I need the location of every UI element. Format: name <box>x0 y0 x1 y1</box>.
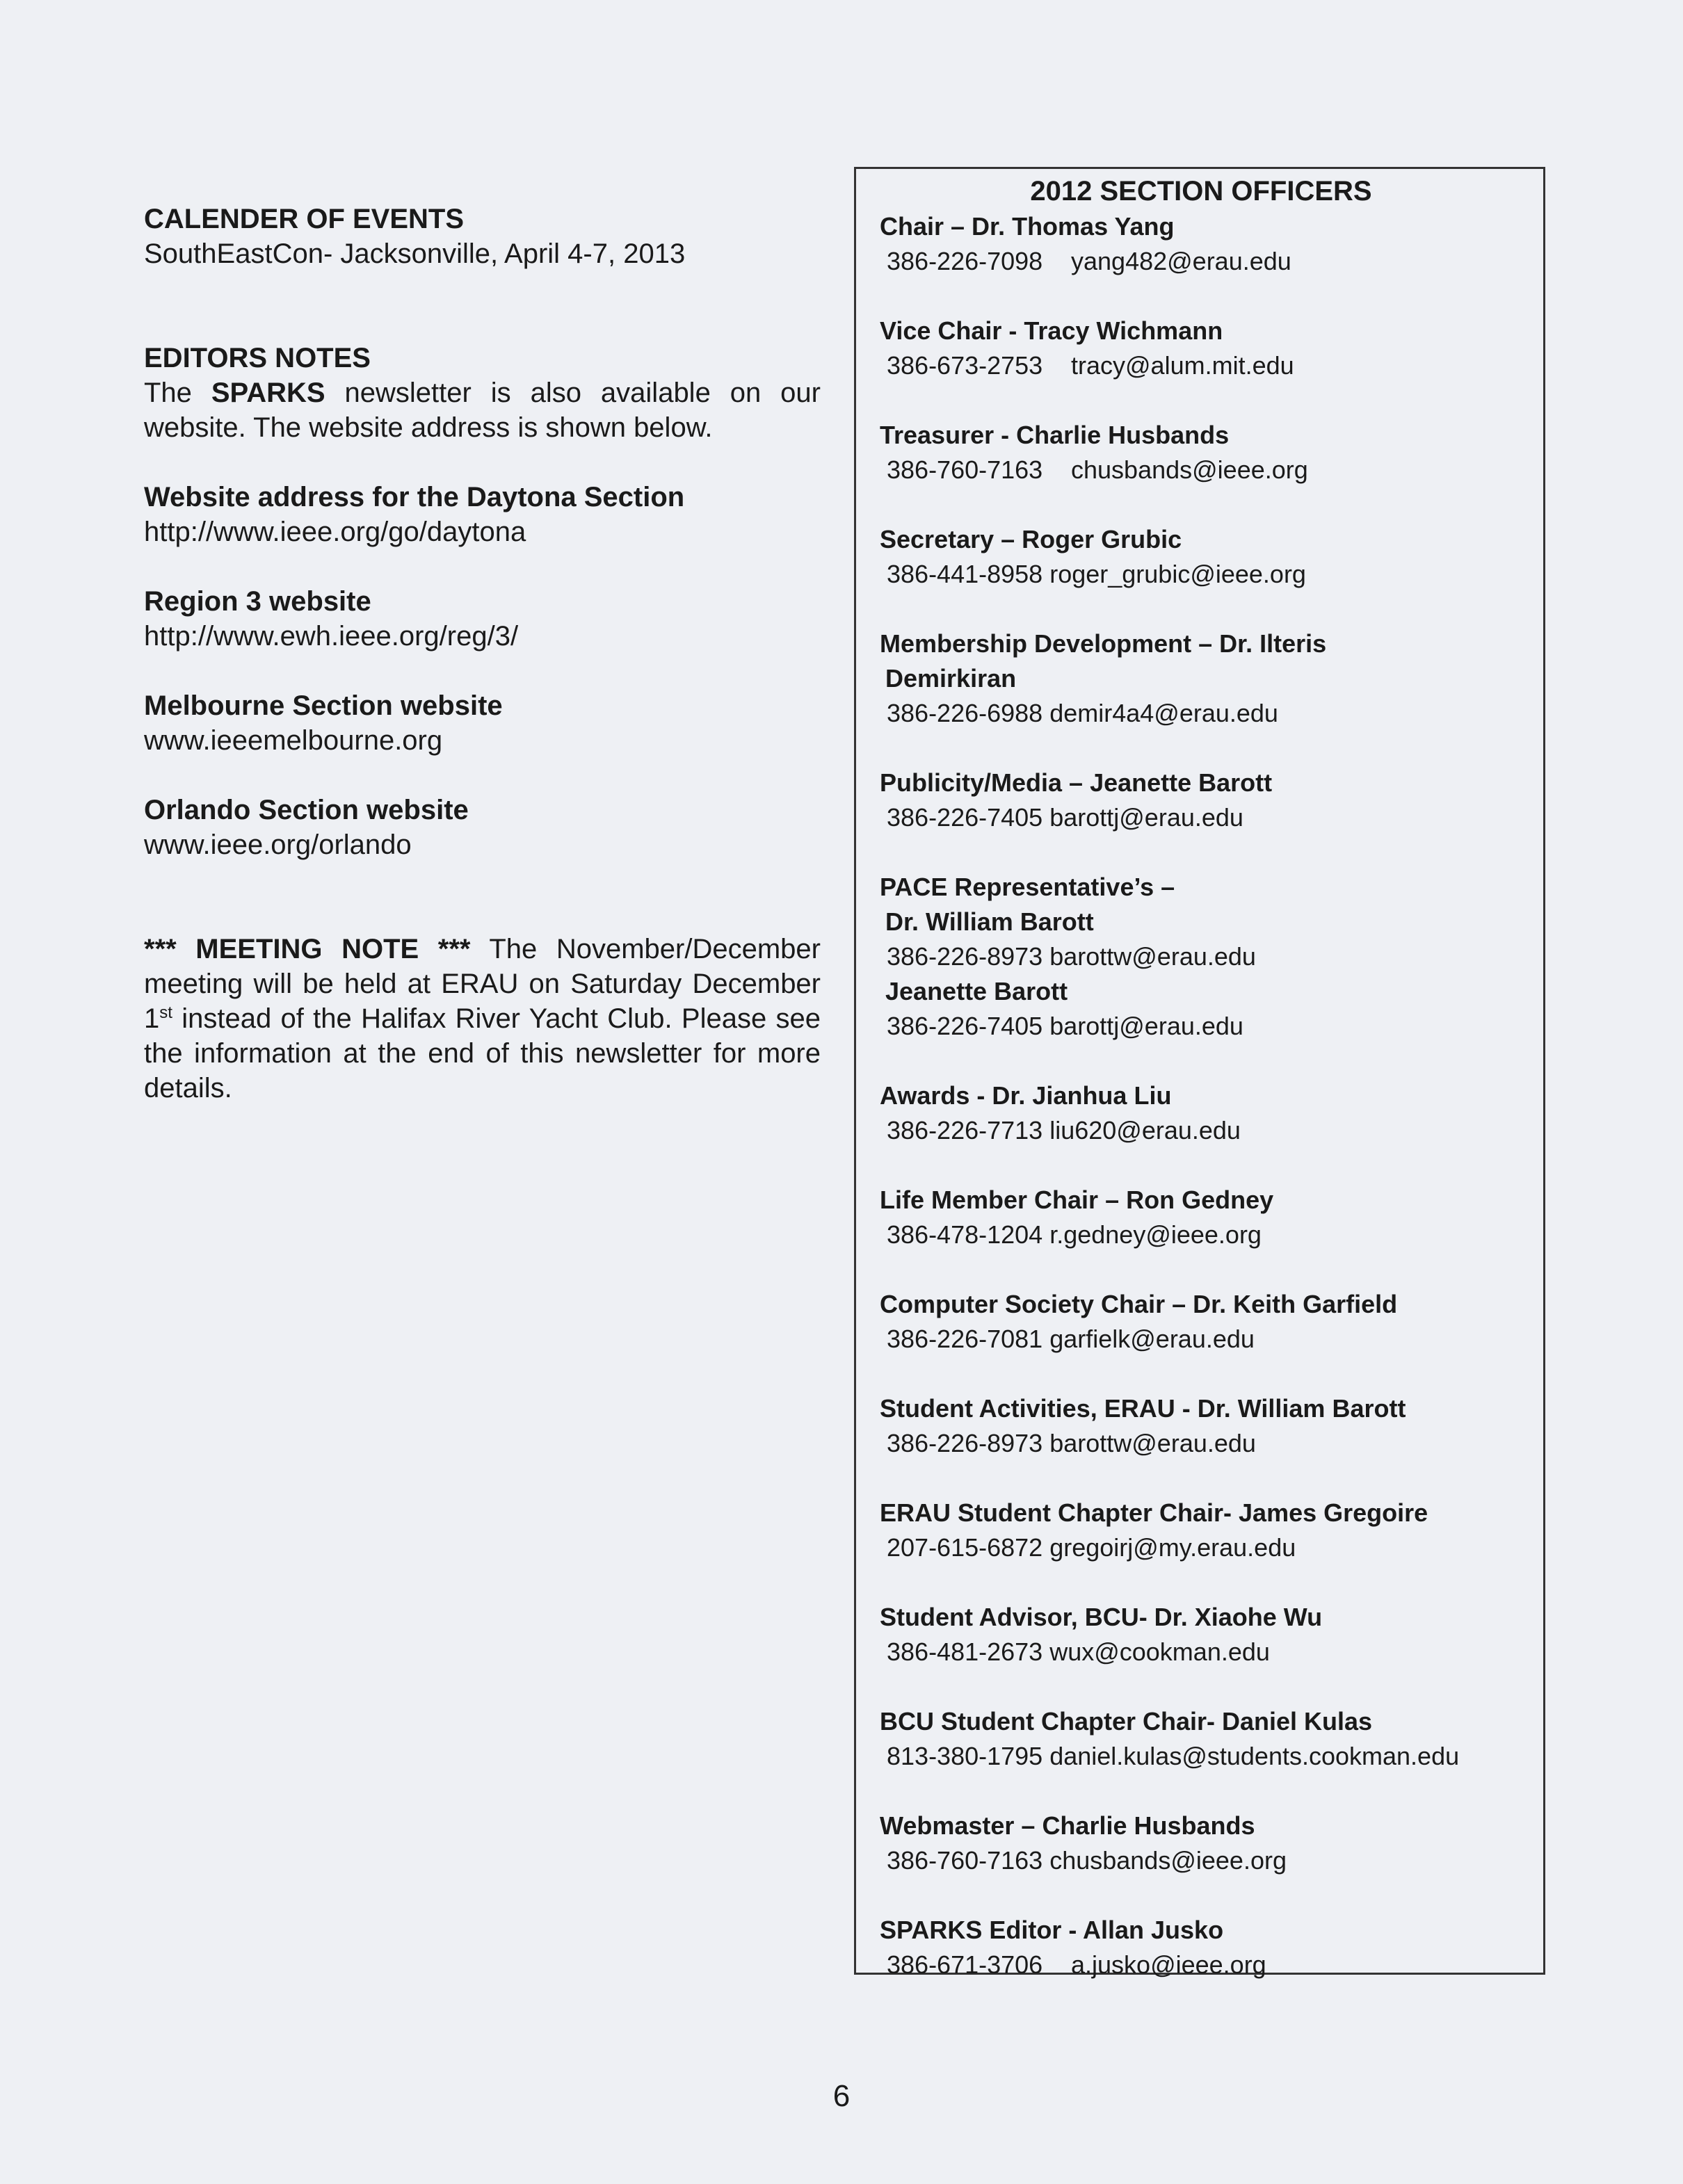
officer-title: Awards - Dr. Jianhua Liu <box>880 1081 1172 1110</box>
officer-email[interactable]: tracy@alum.mit.edu <box>1071 351 1294 380</box>
meeting-note-text2: instead of the Halifax River Yacht Club. Please see the information at the end of this newsletter for more details. <box>144 1003 821 1103</box>
officer-entry <box>880 1809 1522 1878</box>
officer-email[interactable]: daniel.kulas@students.cookman.edu <box>1049 1742 1460 1770</box>
officer-title: Student Advisor, BCU- Dr. Xiaohe Wu <box>880 1603 1323 1631</box>
melbourne-heading: Melbourne Section website <box>144 690 503 721</box>
officer-phone: 386-760-7163 <box>887 455 1043 484</box>
officer-entry <box>880 1496 1522 1565</box>
officer-entry <box>880 766 1522 835</box>
orlando-heading: Orlando Section website <box>144 795 469 825</box>
officer-contact <box>880 1322 1522 1357</box>
officer-phone: 386-226-6988 <box>887 699 1043 727</box>
calendar-heading: CALENDER OF EVENTS <box>144 204 465 234</box>
officer-contact <box>880 696 1522 731</box>
officer-email[interactable]: barottw@erau.edu <box>1049 1429 1256 1457</box>
officer-phone: 386-226-8973 <box>887 942 1043 971</box>
section-officers-box <box>854 167 1545 1979</box>
officer-phone: 386-481-2673 <box>887 1637 1043 1666</box>
officer-entry <box>880 522 1522 592</box>
officer-email[interactable]: barottj@erau.edu <box>1049 803 1243 832</box>
officer-entry <box>880 1287 1522 1357</box>
officer-phone: 386-226-7405 <box>887 1012 1043 1040</box>
officer-entry <box>880 626 1522 731</box>
officer-title: Membership Development – Dr. Ilteris <box>880 629 1327 658</box>
officer-contact <box>880 1948 1522 1982</box>
officer-contact <box>880 1426 1522 1461</box>
officer-contact <box>880 800 1522 835</box>
officer-contact <box>880 1843 1522 1878</box>
officer-title: Secretary – Roger Grubic <box>880 525 1182 553</box>
daytona-heading: Website address for the Daytona Section <box>144 482 685 512</box>
officer-title-cont: Dr. William Barott <box>885 907 1094 936</box>
officers-title: 2012 SECTION OFFICERS <box>1030 176 1372 207</box>
officer-email[interactable]: a.jusko@ieee.org <box>1071 1950 1266 1979</box>
officer-contact <box>880 244 1522 279</box>
officer-title: Student Activities, ERAU - Dr. William Barott <box>880 1394 1406 1423</box>
officer-entry <box>880 209 1522 279</box>
officer-title: Treasurer - Charlie Husbands <box>880 421 1230 449</box>
officer-email[interactable]: liu620@erau.edu <box>1049 1116 1241 1144</box>
officer-entry <box>880 870 1522 1044</box>
officer-phone: 207-615-6872 <box>887 1533 1043 1562</box>
left-column <box>144 202 821 1106</box>
editors-notes-text <box>144 375 821 445</box>
officer-entry <box>880 1183 1522 1252</box>
officer-phone: 386-226-7713 <box>887 1116 1043 1144</box>
officer-phone: 386-441-8958 <box>887 560 1043 588</box>
officer-contact <box>880 1635 1522 1669</box>
sparks-bold: SPARKS <box>211 378 325 408</box>
meeting-note-text1: The November/December meeting will be held at ERAU on Saturday December 1 <box>144 934 821 1034</box>
officer-contact <box>880 453 1522 487</box>
calendar-event: SouthEastCon- Jacksonville, April 4-7, 2013 <box>144 238 686 269</box>
officer-contact <box>880 939 1522 974</box>
officer-email[interactable]: r.gedney@ieee.org <box>1049 1220 1262 1249</box>
editors-notes-heading: EDITORS NOTES <box>144 343 371 373</box>
meeting-note-label: *** MEETING NOTE *** <box>144 934 471 964</box>
officer-entry <box>880 1391 1522 1461</box>
page-number: 6 <box>832 2079 851 2113</box>
officer-email[interactable]: roger_grubic@ieee.org <box>1049 560 1306 588</box>
officer-title: SPARKS Editor - Allan Jusko <box>880 1916 1224 1944</box>
officer-phone: 386-760-7163 <box>887 1846 1043 1875</box>
officer-contact-second <box>880 1009 1522 1044</box>
officer-title-second: Jeanette Barott <box>885 977 1068 1005</box>
officer-email[interactable]: barottw@erau.edu <box>1049 942 1256 971</box>
officer-entry <box>880 418 1522 487</box>
officer-phone: 386-226-7098 <box>887 247 1043 275</box>
officer-phone: 386-226-7081 <box>887 1325 1043 1353</box>
officer-title: Webmaster – Charlie Husbands <box>880 1811 1255 1840</box>
officer-entry <box>880 1600 1522 1669</box>
daytona-url[interactable]: http://www.ieee.org/go/daytona <box>144 517 526 547</box>
meeting-note <box>144 932 821 1106</box>
officer-entry <box>880 1913 1522 1982</box>
orlando-url[interactable]: www.ieee.org/orlando <box>144 830 412 860</box>
officer-email[interactable]: gregoirj@my.erau.edu <box>1049 1533 1296 1562</box>
officer-email[interactable]: chusbands@ieee.org <box>1049 1846 1287 1875</box>
officer-email[interactable]: wux@cookman.edu <box>1049 1637 1270 1666</box>
officer-title: ERAU Student Chapter Chair- James Gregoire <box>880 1498 1428 1527</box>
officer-email[interactable]: garfielk@erau.edu <box>1049 1325 1255 1353</box>
officer-contact <box>880 348 1522 383</box>
region-heading: Region 3 website <box>144 586 371 617</box>
officer-entry <box>880 314 1522 383</box>
officer-entry <box>880 1078 1522 1148</box>
officer-title: PACE Representative’s – <box>880 873 1175 901</box>
editors-text-pre: The <box>144 378 211 408</box>
melbourne-url[interactable]: www.ieeemelbourne.org <box>144 725 443 756</box>
officer-contact <box>880 1530 1522 1565</box>
officer-email[interactable]: yang482@erau.edu <box>1071 247 1291 275</box>
officer-email[interactable]: demir4a4@erau.edu <box>1049 699 1278 727</box>
officer-phone: 386-226-7405 <box>887 803 1043 832</box>
officer-contact <box>880 1218 1522 1252</box>
officer-entry <box>880 1704 1522 1774</box>
officer-phone: 386-673-2753 <box>887 351 1043 380</box>
officer-title: Computer Society Chair – Dr. Keith Garfield <box>880 1290 1398 1318</box>
officer-phone: 386-671-3706 <box>887 1950 1043 1979</box>
officer-email[interactable]: chusbands@ieee.org <box>1071 455 1308 484</box>
officer-title: BCU Student Chapter Chair- Daniel Kulas <box>880 1707 1373 1736</box>
officer-title: Life Member Chair – Ron Gedney <box>880 1186 1274 1214</box>
officer-phone: 813-380-1795 <box>887 1742 1043 1770</box>
editors-text-post: newsletter is also available on our website. The website address is shown below. <box>144 378 821 443</box>
officer-title: Publicity/Media – Jeanette Barott <box>880 768 1273 797</box>
officer-title: Vice Chair - Tracy Wichmann <box>880 316 1223 345</box>
officer-phone: 386-478-1204 <box>887 1220 1043 1249</box>
officer-contact <box>880 1113 1522 1148</box>
officer-title: Chair – Dr. Thomas Yang <box>880 212 1175 241</box>
officer-contact <box>880 557 1522 592</box>
officer-contact <box>880 1739 1522 1774</box>
region-url[interactable]: http://www.ewh.ieee.org/reg/3/ <box>144 621 519 652</box>
officer-title-cont: Demirkiran <box>885 664 1017 693</box>
officer-phone: 386-226-8973 <box>887 1429 1043 1457</box>
meeting-note-sup: st <box>159 1003 172 1022</box>
officer-email[interactable]: barottj@erau.edu <box>1049 1012 1243 1040</box>
